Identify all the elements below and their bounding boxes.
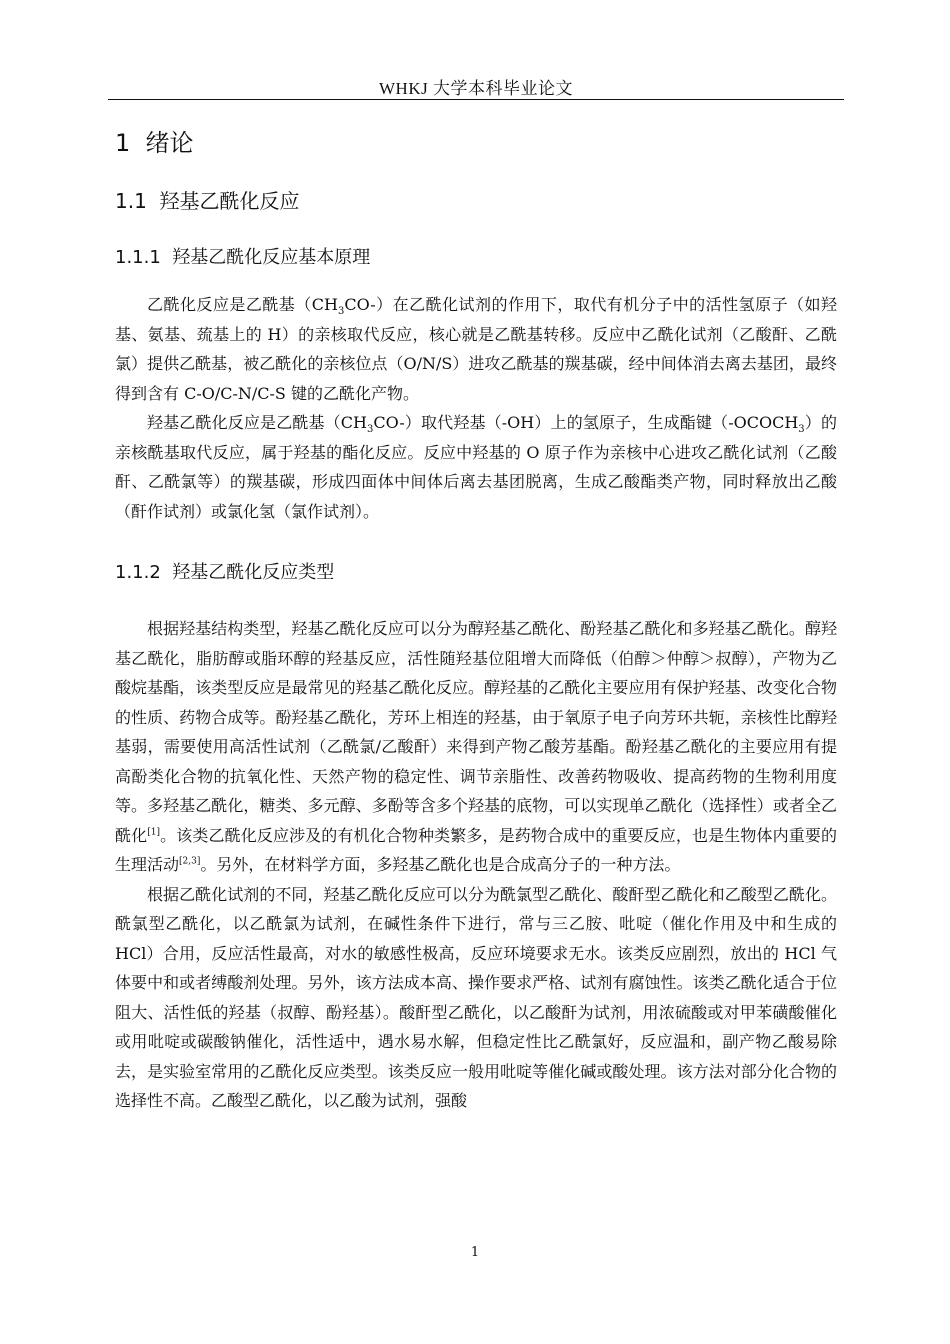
paragraph: 羟基乙酰化反应是乙酰基$(CH_3CO-)$取代羟基（-OH）上的氢原子，生成酯键$(-OCOCH_3)$的亲核酰基取代反应，属于羟基的酯化反应。反应中羟基的 O 原子作为亲核中心进攻乙酰化试剂（乙酸酐、乙酰氯等）的羰基碳，形成四面体中间体后离去基团脱离，生成乙酸酯类产物，同时释放出乙酸（酐作试剂）或氯化氢（氯作试剂）。: [115, 413, 837, 521]
body-block-1: [115, 290, 837, 526]
subsection-title: 羟基乙酰化反应类型: [172, 562, 335, 583]
citation: [1]: [147, 827, 160, 838]
section-heading: [115, 185, 300, 214]
paragraph: 乙酰化反应是乙酰基$(CH_3CO-)$在乙酰化试剂的作用下，取代有机分子中的活性氢原子（如羟基、氨基、巯基上的 H）的亲核取代反应，核心就是乙酰基转移。反应中乙酰化试剂（乙酸酐、乙酰氯）提供乙酰基，被乙酰化的亲核位点（O/N/S）进攻乙酰基的羰基碳，经中间体消去离去基团，最终得到含有 C-O/C-N/C-S 键的乙酰化产物。: [115, 295, 837, 403]
body-block-2: [115, 614, 837, 1116]
subsection-number: 1.1.1: [115, 247, 161, 268]
paragraph: 根据乙酰化试剂的不同，羟基乙酰化反应可以分为酰氯型乙酰化、酸酐型乙酰化和乙酸型乙酰化。酰氯型乙酰化，以乙酰氯为试剂，在碱性条件下进行，常与三乙胺、吡啶（催化作用及中和生成的 HCl）合用，反应活性最高，对水的敏感性极高，反应环境要求无水。该类反应剧烈，放出的 HCl 气体要中和或者缚酸剂处理。另外，该方法成本高、操作要求严格、试剂有腐蚀性。该类乙酰化适合于位阻大、活性低的羟基（叔醇、酚羟基）。酸酐型乙酰化，以乙酸酐为试剂，用浓硫酸或对甲苯磺酸催化或用吡啶或碳酸钠催化，活性适中，遇水易水解，但稳定性比乙酰氯好，反应温和，副产物乙酸易除去，是实验室常用的乙酰化反应类型。该类反应一般用吡啶等催化碱或酸处理。该方法对部分化合物的选择性不高。乙酸型乙酰化，以乙酸为试剂，强酸: [115, 884, 837, 1110]
subsection-number: 1.1.2: [115, 562, 161, 583]
subsection-heading-2: [115, 558, 334, 584]
section-title: 羟基乙酰化反应: [159, 189, 300, 213]
chapter-number: 1: [115, 129, 131, 157]
chapter-title: 绪论: [145, 129, 194, 157]
paragraph: 根据羟基结构类型，羟基乙酰化反应可以分为醇羟基乙酰化、酚羟基乙酰化和多羟基乙酰化。醇羟基乙酰化，脂肪醇或脂环醇的羟基反应，活性随羟基位阻增大而降低（伯醇＞仲醇＞叔醇），产物为乙酸烷基酯，该类型反应是最常见的羟基乙酰化反应。醇羟基的乙酰化主要应用有保护羟基、改变化合物的性质、药物合成等。酚羟基乙酰化，芳环上相连的羟基，由于氧原子电子向芳环共轭，亲核性比醇羟基弱，需要使用高活性试剂（乙酰氯/乙酸酐）来得到产物乙酸芳基酯。酚羟基乙酰化的主要应用有提高酚类化合物的抗氧化性、天然产物的稳定性、调节亲脂性、改善药物吸收、提高药物的生物利用度等。多羟基乙酰化，糖类、多元醇、多酚等含多个羟基的底物，可以实现单乙酰化（选择性）或者全乙酰化[1]。该类乙酰化反应涉及的有机化合物种类繁多，是药物合成中的重要反应，也是生物体内重要的生理活动[2,3]。另外，在材料学方面，多羟基乙酰化也是合成高分子的一种方法。: [115, 619, 837, 874]
section-number: 1.1: [115, 189, 147, 213]
chapter-heading: [115, 123, 194, 158]
subsection-title: 羟基乙酰化反应基本原理: [172, 247, 371, 268]
page-number: 1: [470, 1245, 480, 1260]
citation: [2,3]: [179, 856, 201, 867]
running-header: WHKJ 大学本科毕业论文: [379, 79, 573, 98]
header-rule: [108, 99, 844, 100]
subsection-heading-1: [115, 243, 370, 269]
